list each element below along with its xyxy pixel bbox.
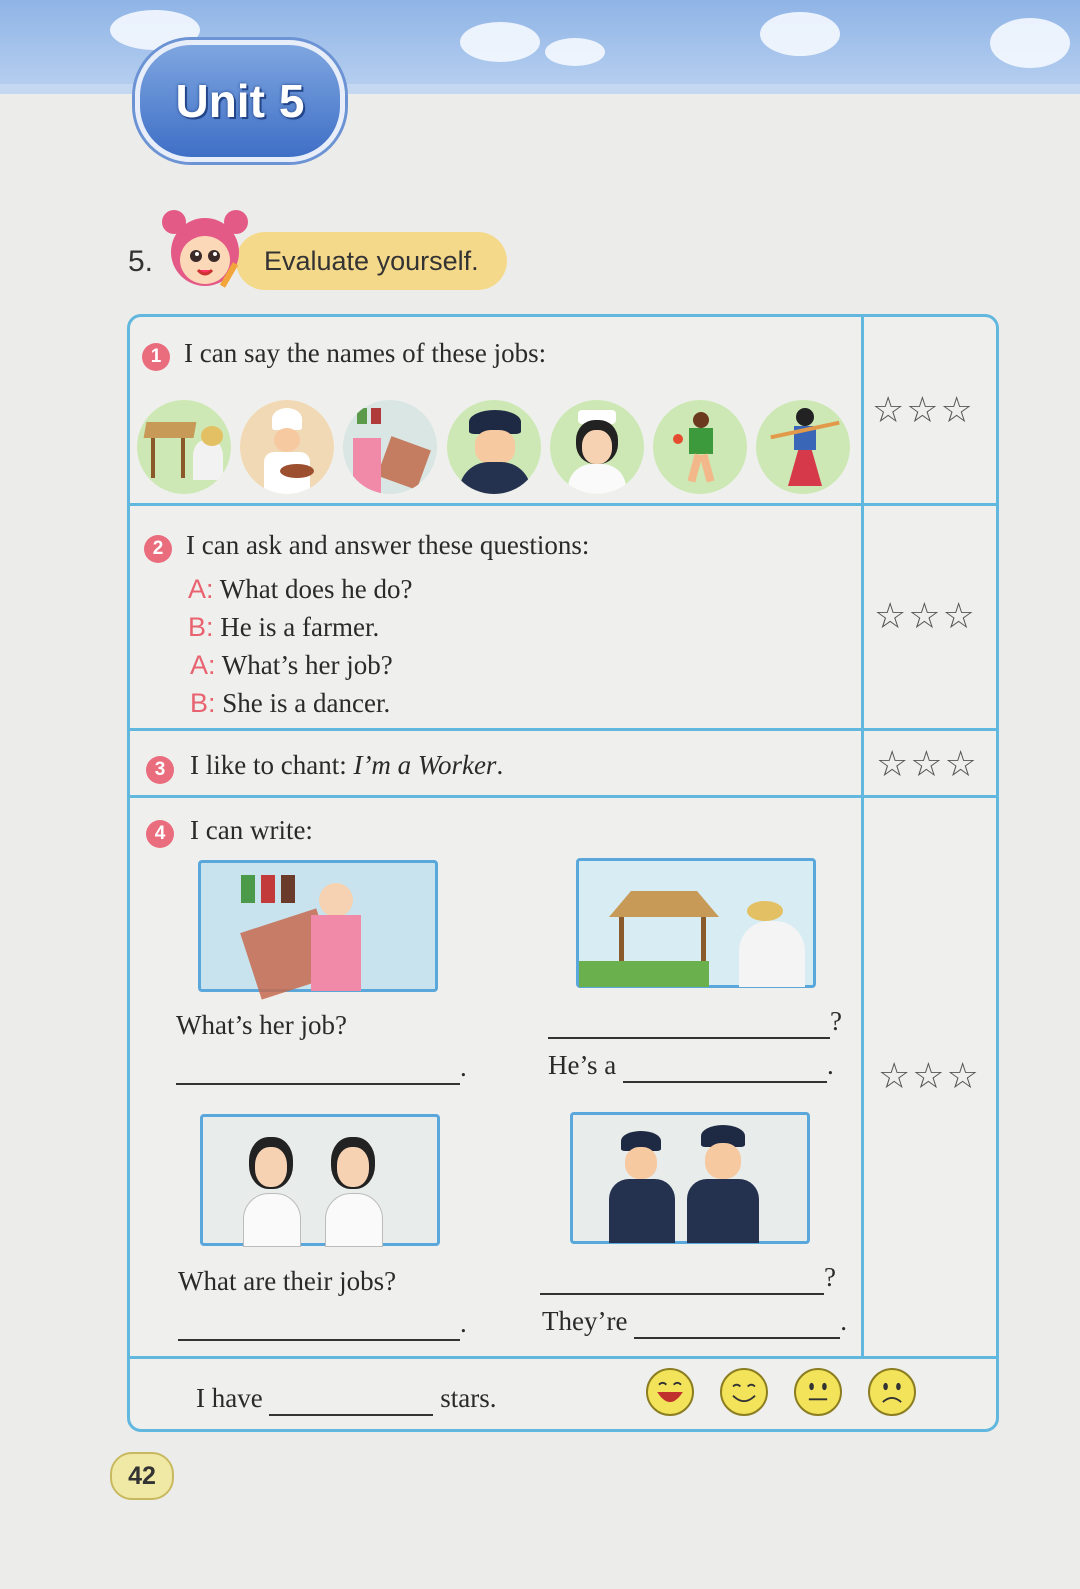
answer-2-period: .	[826, 1050, 834, 1080]
stars-column-divider	[861, 316, 864, 1356]
question-4-mark: ?	[824, 1262, 836, 1292]
mascot-girl-icon	[160, 206, 250, 298]
dialogue-text: He is a farmer.	[220, 612, 380, 642]
row-1-text: I can say the names of these jobs:	[184, 338, 547, 368]
dialogue-line	[188, 612, 379, 643]
dancer-image	[756, 400, 850, 494]
chant-title: I’m a Worker	[353, 750, 497, 780]
police-officers-picture	[570, 1112, 810, 1244]
answer-2[interactable]	[548, 1050, 834, 1083]
page-number: 42	[110, 1452, 174, 1500]
row-divider	[129, 1356, 997, 1359]
farmer-picture	[576, 858, 816, 988]
question-3: What are their jobs?	[178, 1266, 397, 1296]
rating-stars-row-1[interactable]: ☆☆☆	[872, 390, 975, 431]
nurses-picture	[200, 1114, 440, 1246]
happy-face-icon[interactable]	[720, 1368, 768, 1416]
answer-1-line[interactable]	[176, 1052, 467, 1085]
rating-stars-row-2[interactable]: ☆☆☆	[874, 596, 977, 637]
policeman-image	[447, 400, 541, 494]
speaker-label: A:	[188, 574, 214, 604]
row-divider	[129, 503, 997, 506]
total-stars-prefix: I have	[196, 1383, 263, 1413]
question-4-line[interactable]	[540, 1262, 836, 1295]
dialogue-line	[190, 650, 393, 681]
row-4-text: I can write:	[190, 815, 313, 845]
answer-4-prefix: They’re	[542, 1306, 628, 1336]
unit-badge	[135, 40, 345, 162]
answer-1-period: .	[460, 1052, 467, 1082]
dialogue-text: What does he do?	[219, 574, 413, 604]
question-2-line[interactable]	[548, 1006, 842, 1039]
chant-prefix: I like to chant:	[190, 750, 347, 780]
cloud-decoration	[990, 18, 1070, 68]
question-2-mark: ?	[830, 1006, 842, 1036]
dialogue-text: She is a dancer.	[222, 688, 391, 718]
row-number-badge: 1	[142, 343, 170, 371]
row-divider	[129, 728, 997, 731]
rating-stars-row-3[interactable]: ☆☆☆	[876, 744, 979, 785]
worker-picture	[198, 860, 438, 992]
chant-period: .	[496, 750, 504, 780]
answer-3-period: .	[460, 1308, 467, 1338]
section-number: 5.	[128, 245, 154, 278]
farmer-image	[137, 400, 231, 494]
total-stars-suffix: stars.	[440, 1383, 497, 1413]
worker-image	[343, 400, 437, 494]
cloud-decoration	[545, 38, 605, 66]
rating-stars-row-4[interactable]: ☆☆☆	[878, 1056, 981, 1097]
row-number-badge: 4	[146, 820, 174, 848]
row-number-badge: 2	[144, 535, 172, 563]
row-divider	[129, 795, 997, 798]
dialogue-line	[188, 574, 412, 605]
cloud-decoration	[460, 22, 540, 62]
nurse-image	[550, 400, 644, 494]
speaker-label: B:	[188, 612, 214, 642]
dialogue-line	[190, 688, 390, 719]
neutral-face-icon[interactable]	[794, 1368, 842, 1416]
answer-4[interactable]	[542, 1306, 847, 1339]
section-title	[236, 232, 507, 290]
row-3-text	[190, 750, 503, 781]
question-1: What’s her job?	[176, 1010, 347, 1040]
player-image	[653, 400, 747, 494]
answer-4-period: .	[840, 1306, 847, 1336]
dialogue-text: What’s her job?	[221, 650, 393, 680]
row-number-badge: 3	[146, 756, 174, 784]
cook-image	[240, 400, 334, 494]
laughing-face-icon[interactable]	[646, 1368, 694, 1416]
unit-word: Unit	[175, 75, 265, 127]
cloud-decoration	[760, 12, 840, 56]
row-2-text: I can ask and answer these questions:	[186, 530, 590, 560]
answer-2-prefix: He’s a	[548, 1050, 617, 1080]
sad-face-icon[interactable]	[868, 1368, 916, 1416]
speaker-label: B:	[190, 688, 216, 718]
total-stars-line[interactable]	[196, 1383, 496, 1416]
unit-number: 5	[278, 75, 305, 127]
speaker-label: A:	[190, 650, 216, 680]
section-title-text: Evaluate yourself.	[264, 245, 479, 276]
answer-3-line[interactable]	[178, 1308, 467, 1341]
